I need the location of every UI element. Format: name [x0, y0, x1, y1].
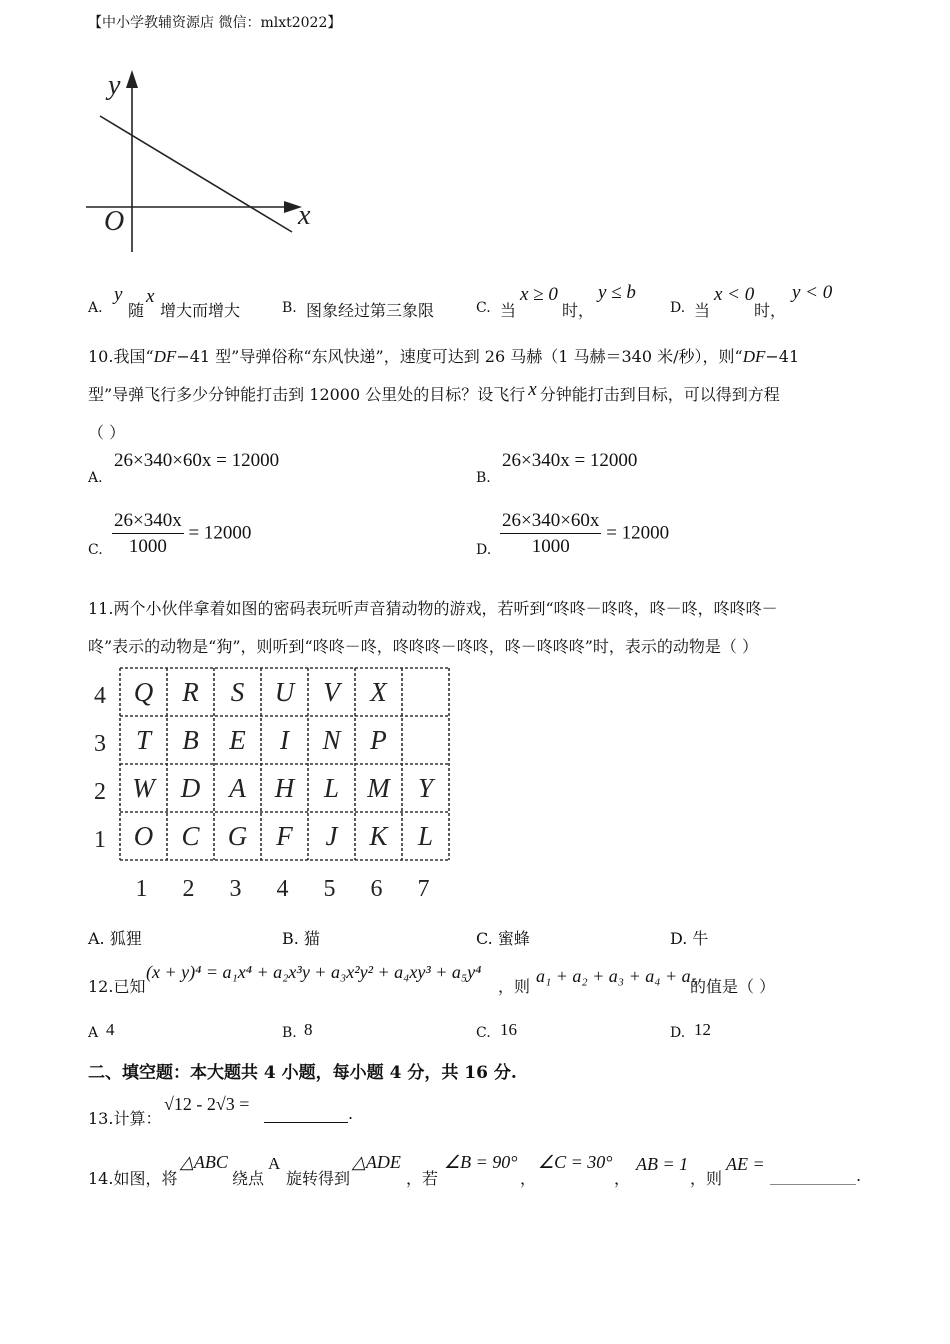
q13-expression: √12 - 2√3 =: [164, 1094, 250, 1114]
grid-cell-letter: L: [417, 821, 434, 851]
q10-line-1: [88, 344, 799, 367]
origin-label: O: [104, 206, 125, 237]
q10-option-c-rhs: = 12000: [188, 522, 252, 544]
q12-number: 12.: [88, 977, 114, 996]
q10-option-d-equation: [500, 510, 669, 558]
grid-cell-letter: F: [276, 821, 293, 851]
grid-cell-letter: W: [132, 773, 155, 803]
q14-comma-2: ，: [614, 1169, 631, 1188]
q11-option-b: B. 猫: [282, 929, 320, 948]
grid-row-label: 3: [94, 731, 106, 757]
q14-angle-c: ∠C = 30°: [538, 1152, 613, 1172]
q14-post: .: [856, 1166, 862, 1185]
q10-text-1a: 我国“: [113, 347, 154, 366]
grid-row-label: 2: [94, 779, 106, 805]
q14-blank-line: [770, 1166, 856, 1185]
grid-row-label: 4: [94, 683, 106, 709]
q14-ab-value: AB = 1: [636, 1154, 689, 1174]
grid-column-label: 7: [417, 876, 430, 902]
grid-cell-letter: U: [274, 677, 295, 707]
cipher-grid: [84, 660, 464, 910]
grid-column-label: 3: [229, 876, 242, 902]
grid-cell-letter: J: [325, 821, 338, 851]
section-2-title: 二、填空题：本大题共 4 小题，每小题 4 分，共 16 分.: [88, 1063, 517, 1083]
q14-mid-3: ，若: [406, 1169, 439, 1188]
grid-cell-letter: R: [182, 677, 199, 707]
q10-df-1: DF: [153, 347, 177, 366]
q11-option-a: A. 狐狸: [88, 929, 142, 948]
q11-option-d: D. 牛: [670, 929, 709, 948]
q9-option-c-math2: y ≤ b: [598, 282, 636, 303]
grid-cell-letter: Y: [417, 773, 434, 803]
q10-df-2: DF: [742, 347, 766, 366]
q9-option-d-mid: 时，: [754, 301, 787, 320]
grid-cell-letter: D: [180, 773, 201, 803]
grid-cell-letter: N: [322, 725, 341, 755]
q10-option-c-equation: [112, 510, 251, 558]
q12-option-a-letter: A: [88, 1025, 99, 1041]
q14-ae: AE =: [726, 1154, 765, 1174]
q12-number-pre: [88, 974, 145, 997]
q10-option-b-letter: B.: [476, 470, 491, 486]
q9-option-a-x: x: [146, 286, 155, 307]
grid-cell-letter: T: [135, 725, 152, 755]
grid-cell-letter: P: [370, 725, 387, 755]
q9-option-b-text: 图象经过第三象限: [306, 301, 435, 320]
q10-text-1b: −41 型”导弹俗称“东风快递”，速度可达到 26 马赫（1 马赫＝340 米/秒），则“: [176, 347, 743, 366]
q12-option-a-value: 4: [106, 1020, 115, 1039]
q9-option-c-letter: C.: [476, 300, 491, 316]
q12-pre: 已知: [113, 977, 146, 996]
grid-column-label: 4: [276, 876, 289, 902]
q14-prefix: [88, 1166, 177, 1189]
q10-option-a-equation: 26×340×60x = 12000: [114, 450, 280, 471]
grid-cell-letter: E: [229, 725, 246, 755]
q9-option-d-pre: 当: [694, 301, 711, 320]
q14-mid-1: 绕点: [232, 1169, 265, 1188]
q11-text-1: 两个小伙伴拿着如图的密码表玩听声音猜动物的游戏，若听到“咚咚－咚咚，咚－咚，咚咚咚－: [113, 599, 778, 618]
grid-row-label: 1: [94, 827, 106, 853]
q9-line-graph: [84, 64, 324, 264]
grid-cell-letter: O: [133, 821, 154, 851]
q10-option-c-letter: C.: [88, 542, 103, 558]
q10-option-b-equation: 26×340x = 12000: [502, 450, 638, 471]
q9-option-d-math1: x < 0: [714, 284, 755, 305]
q9-option-d-letter: D.: [670, 300, 686, 316]
q10-option-c-numerator: 26×340x: [112, 510, 184, 534]
q14-number: 14.: [88, 1169, 114, 1188]
q13-answer-blank: [264, 1104, 353, 1123]
q13-blank-line: [264, 1104, 348, 1123]
grid-cell-letter: C: [181, 821, 200, 851]
q12-post: 的值是（ ）: [690, 977, 776, 996]
q14-mid-2: 旋转得到: [286, 1169, 351, 1188]
grid-cell-letter: I: [280, 725, 289, 755]
grid-cell-letter: M: [367, 773, 390, 803]
q9-option-a-text: 增大而增大: [160, 301, 241, 320]
q12-option-b-value: 8: [304, 1020, 313, 1039]
q9-option-c-mid: 时，: [562, 301, 595, 320]
q10-option-d-rhs: = 12000: [606, 522, 670, 544]
q12-option-c-letter: C.: [476, 1025, 491, 1041]
q9-option-c-pre: 当: [500, 301, 517, 320]
grid-column-label: 2: [182, 876, 195, 902]
q9-option-a-mid: 随: [128, 301, 145, 320]
q10-option-c-denominator: 1000: [128, 536, 167, 557]
q12-option-d-value: 12: [694, 1020, 711, 1039]
q14-angle-b: ∠B = 90°: [444, 1152, 518, 1172]
grid-cell-letter: B: [182, 725, 199, 755]
grid-column-label: 5: [323, 876, 336, 902]
grid-cell-letter: A: [229, 773, 246, 803]
q10-variable-x: x: [528, 379, 537, 400]
q14-mid-4: ，则: [690, 1169, 723, 1188]
q10-number: 10.: [88, 347, 114, 366]
q14-triangle-abc: △ABC: [180, 1152, 228, 1172]
q10-option-d-denominator: 1000: [531, 536, 570, 557]
grid-column-label: 6: [370, 876, 383, 902]
grid-cell-letter: L: [323, 773, 340, 803]
q9-option-a-y: y: [114, 284, 123, 305]
q10-text-1c: −41: [765, 347, 800, 366]
q10-option-d-numerator: 26×340×60x: [500, 510, 601, 534]
q12-option-b-letter: B.: [282, 1025, 297, 1041]
q12-option-d-letter: D.: [670, 1025, 686, 1041]
q10-text-2b: 分钟能打击到目标，可以得到方程: [539, 385, 780, 404]
q12-mid: ，则: [498, 977, 531, 996]
q14-triangle-ade: △ADE: [352, 1152, 401, 1172]
q13-pre: 计算：: [113, 1109, 162, 1128]
q9-option-c-math1: x ≥ 0: [520, 284, 558, 305]
q11-text-2: 咚”表示的动物是“狗”，则听到“咚咚－咚，咚咚咚－咚咚，咚－咚咚咚”时，表示的动物是（ ）: [88, 637, 758, 656]
grid-column-label: 1: [135, 876, 148, 902]
q13-prefix: [88, 1106, 161, 1129]
q12-sum: a₁ + a₂ + a₃ + a₄ + a₅: [536, 966, 697, 986]
x-axis-label: x: [298, 200, 311, 231]
grid-cell-letter: V: [323, 677, 340, 707]
page-header: 【中小学教辅资源店 微信：mlxt2022】: [88, 15, 342, 31]
q10-text-2a: 型”导弹飞行多少分钟能打击到 12000 公里处的目标？设飞行: [88, 385, 526, 404]
grid-cell-letter: Q: [133, 677, 154, 707]
q10-answer-paren: （ ）: [88, 423, 126, 442]
q14-comma-1: ，: [520, 1169, 537, 1188]
grid-cell-letter: S: [230, 677, 245, 707]
q11-option-c: C. 蜜蜂: [476, 929, 530, 948]
q10-line-2: [88, 379, 780, 406]
grid-cell-letter: H: [274, 773, 295, 803]
q12-expansion: (x + y)⁴ = a₁x⁴ + a₂x³y + a₃x²y² + a₄xy³ + a₅y⁴: [146, 962, 482, 982]
q13-number: 13.: [88, 1109, 114, 1128]
q14-answer-blank: [770, 1166, 861, 1185]
y-axis-label: y: [108, 70, 121, 101]
q9-option-a-letter: A.: [88, 300, 103, 316]
grid-cell-letter: X: [370, 677, 387, 707]
grid-cell-letter: G: [227, 821, 248, 851]
q10-option-d-letter: D.: [476, 542, 492, 558]
q9-option-b-letter: B.: [282, 300, 297, 316]
q13-post: .: [348, 1104, 354, 1123]
q10-option-a-letter: A.: [88, 470, 103, 486]
q14-pre: 如图，将: [113, 1169, 178, 1188]
q12-option-c-value: 16: [500, 1020, 517, 1039]
q11-number: 11.: [88, 599, 114, 618]
q11-line-1: [88, 596, 778, 619]
q14-point-a: A: [268, 1154, 281, 1173]
grid-cell-letter: K: [369, 821, 388, 851]
q9-option-d-math2: y < 0: [792, 282, 833, 303]
